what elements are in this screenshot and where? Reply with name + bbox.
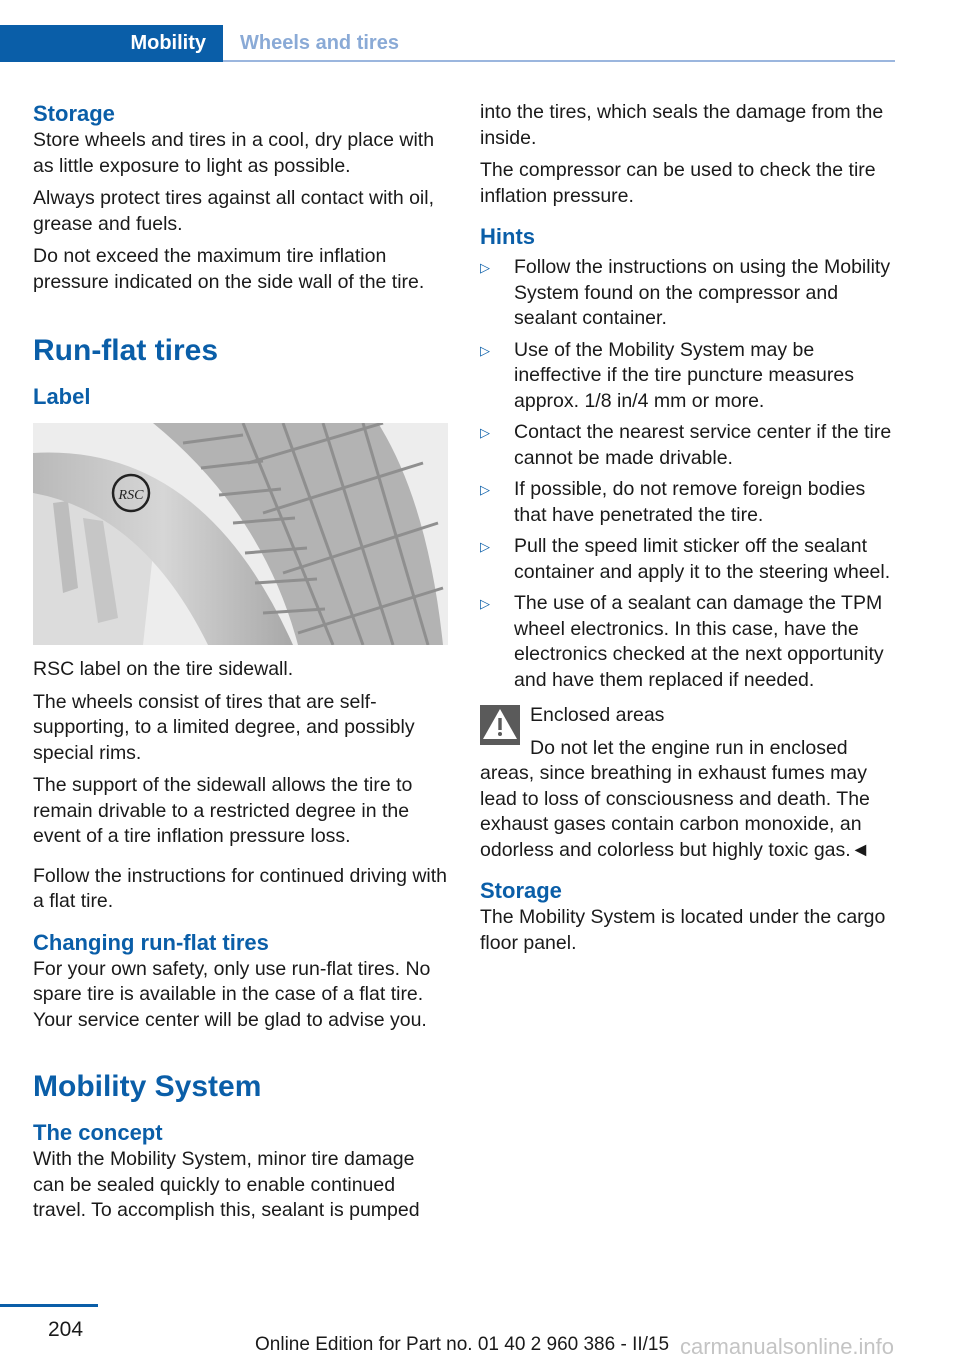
triangle-bullet-icon: ▷ [480,425,490,440]
hint-item: ▷ The use of a sealant can damage the TPM wheel electronics. In this case, have the electronics checked at the next opportunity and have them replaced if needed. [480,592,884,691]
left-column [33,100,451,1224]
hint-item: ▷ Use of the Mobility System may be ineffective if the tire puncture measures approx. 1/8 in/4 mm or more. [480,338,854,412]
concept-heading: The concept [33,1120,163,1145]
page-number: 204 [48,1318,84,1341]
runflat-title: Run-flat tires [33,334,219,367]
tire-illustration-icon [33,423,448,645]
triangle-bullet-icon: ▷ [480,596,490,611]
mobility-storage-text: The Mobility System is located under the cargo floor panel. [480,906,886,954]
image-caption: RSC label on the tire sidewall. [33,658,294,680]
chapter-tab-wheels-and-tires: Wheels and tires [240,32,399,54]
mobility-system-title: Mobility System [33,1070,262,1103]
hints-heading: Hints [480,224,535,249]
mobility-storage-heading: Storage [480,878,562,903]
continued-paragraph: into the tires, which seals the damage from the inside. [480,101,884,149]
changing-runflat-heading: Changing run-flat tires [33,929,269,955]
runflat-paragraph: Follow the instructions for continued driving with a flat tire. [33,864,448,912]
storage-paragraph: Do not exceed the maximum tire inflation pressure indicated on the side wall of the tire. [33,245,425,293]
runflat-paragraph: The support of the sidewall allows the tire to remain drivable to a restricted degree in the event of a tire inflation pressure loss. [33,774,413,847]
header-divider [223,60,895,62]
triangle-bullet-icon: ▷ [480,260,490,275]
svg-text:RSC: RSC [118,488,144,503]
hint-item: ▷ Contact the nearest service center if the tire cannot be made drivable. [480,421,892,469]
warning-text: Do not let the engine run in enclosed areas, since breathing in exhaust fumes may lead to loss of consciousness and death. The exhaust gases contain carbon monoxide, an odorless and colorless but highly toxic gas.◄ [480,736,870,861]
edition-text: Online Edition for Part no. 01 40 2 960 386 - II/15 [255,1334,670,1355]
warning-block [480,703,900,863]
hint-item: ▷ Follow the instructions on using the Mobility System found on the compressor and sealant container. [480,256,891,329]
hint-item: ▷ If possible, do not remove foreign bodies that have penetrated the tire. [480,478,866,526]
storage-paragraph: Always protect tires against all contact with oil, grease and fuels. [33,187,435,235]
continued-paragraph: The compressor can be used to check the tire inflation pressure. [480,159,876,207]
section-tab-mobility: Mobility [0,25,223,62]
right-column [480,100,900,956]
concept-text: With the Mobility System, minor tire damage can be sealed quickly to enable continued travel. To accomplish this, sealant is pumped [33,1148,420,1221]
tire-sidewall-image [33,423,448,645]
storage-heading: Storage [33,101,115,126]
footer-divider [0,1304,98,1307]
warning-triangle-icon [480,705,520,745]
changing-runflat-text: For your own safety, only use run-flat tires. No spare tire is available in the case of a flat tire. Your service center will be glad to advise you. [33,957,431,1031]
runflat-paragraph: The wheels consist of tires that are self-supporting, to a limited degree, and possibly special rims. [33,690,415,764]
warning-title: Enclosed areas [530,704,665,726]
label-heading: Label [33,384,91,409]
storage-paragraph: Store wheels and tires in a cool, dry place with as little exposure to light as possible. [33,129,435,177]
hint-item: ▷ Pull the speed limit sticker off the sealant container and apply it to the steering wheel. [480,535,891,583]
triangle-bullet-icon: ▷ [480,482,490,497]
watermark: carmanualsonline.info [680,1334,895,1359]
triangle-bullet-icon: ▷ [480,539,490,554]
hints-list [480,255,900,693]
triangle-bullet-icon: ▷ [480,342,490,358]
